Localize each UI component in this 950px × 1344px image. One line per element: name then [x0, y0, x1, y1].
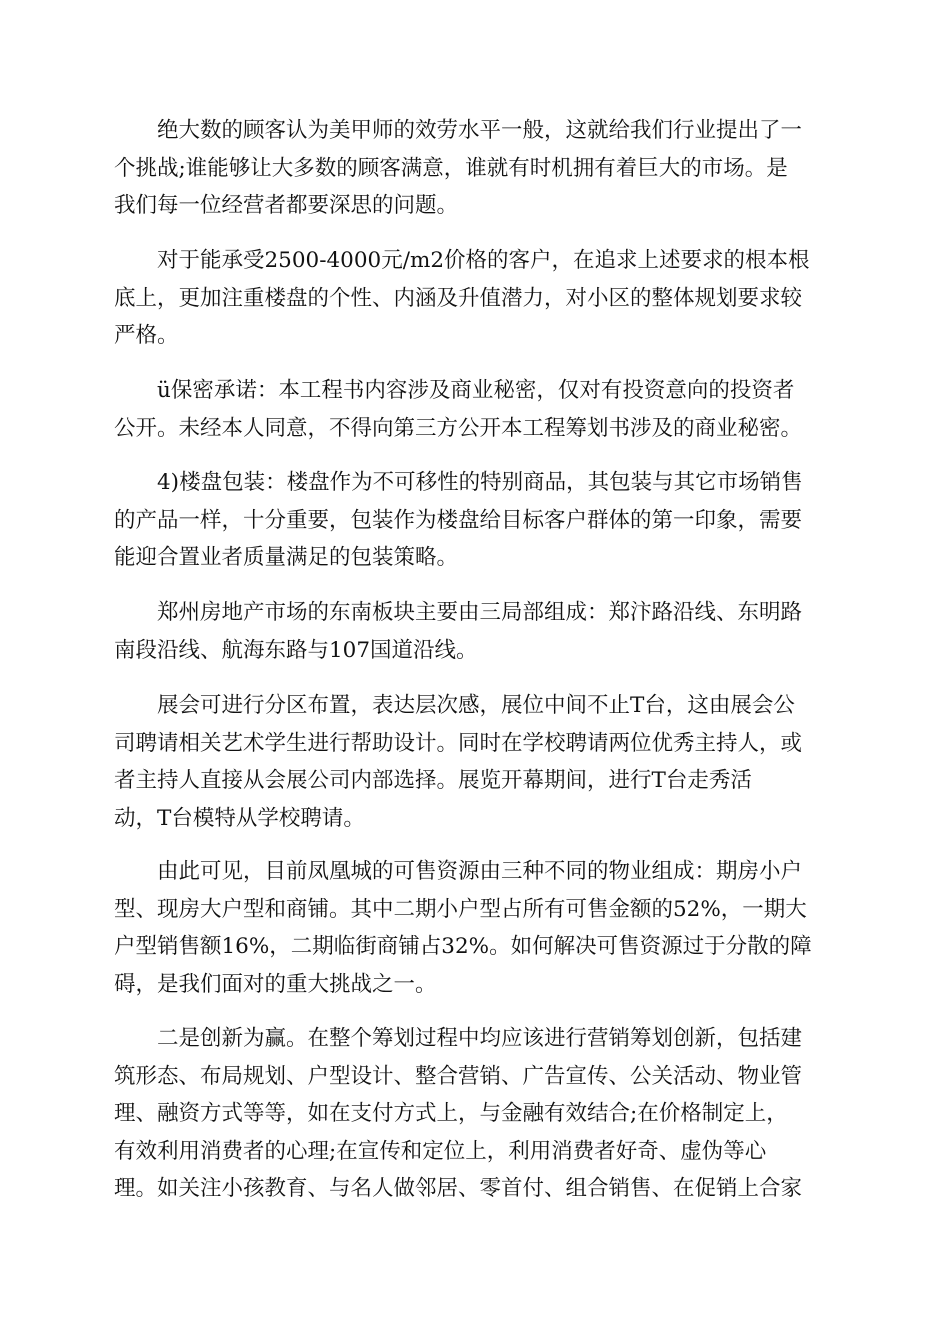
text-line: 型、现房大户型和商铺。其中二期小户型占所有可售金额的52%，一期大	[114, 896, 807, 922]
text-line: ü保密承诺：本工程书内容涉及商业秘密，仅对有投资意向的投资者	[114, 378, 795, 403]
text-line: 筑形态、布局规划、户型设计、整合营销、广告宣传、公关活动、物业管	[114, 1063, 803, 1089]
paragraph-manicure-service	[114, 112, 834, 225]
paragraph-saleable-resources	[114, 853, 834, 1003]
paragraph-confidentiality	[114, 372, 834, 447]
paragraph-zhengzhou-market	[114, 594, 834, 669]
text-line: 郑州房地产市场的东南板块主要由三局部组成：郑汴路沿线、东明路	[114, 600, 803, 625]
text-line: 的产品一样，十分重要，包装作为楼盘给目标客户群体的第一印象，需要	[114, 507, 803, 533]
text-line: 公开。未经本人同意，不得向第三方公开本工程筹划书涉及的商业秘密。	[114, 415, 803, 441]
text-line: 个挑战;谁能够让大多数的顾客满意，谁就有时机拥有着巨大的市场。是	[114, 155, 788, 181]
text-line: 碍，是我们面对的重大挑战之一。	[114, 971, 437, 997]
text-line: 对于能承受2500-4000元/m2价格的客户，在追求上述要求的根本根	[114, 248, 810, 273]
text-line: 户型销售额16%，二期临街商铺占32%。如何解决可售资源过于分散的障	[114, 934, 812, 960]
text-line: 底上，更加注重楼盘的个性、内涵及升值潜力，对小区的整体规划要求较	[114, 285, 803, 311]
text-line: 理、融资方式等等，如在支付方式上，与金融有效结合;在价格制定上，	[114, 1101, 788, 1127]
text-line: 二是创新为赢。在整个筹划过程中均应该进行营销筹划创新，包括建	[114, 1026, 803, 1051]
paragraph-price-customers	[114, 242, 834, 355]
text-line: 展会可进行分区布置，表达层次感，展位中间不止T台，这由展会公	[114, 693, 795, 718]
text-line: 严格。	[114, 323, 179, 349]
text-line: 有效利用消费者的心理;在宣传和定位上，利用消费者好奇、虚伪等心	[114, 1138, 767, 1164]
text-line: 绝大数的顾客认为美甲师的效劳水平一般，这就给我们行业提出了一	[114, 118, 803, 143]
paragraph-property-packaging	[114, 464, 834, 577]
text-line: 理。如关注小孩教育、与名人做邻居、零首付、组合销售、在促销上合家	[114, 1176, 803, 1202]
text-line: 司聘请相关艺术学生进行帮助设计。同时在学校聘请两位优秀主持人，或	[114, 730, 803, 756]
paragraph-innovation	[114, 1020, 834, 1208]
text-line: 南段沿线、航海东路与107国道沿线。	[114, 637, 478, 663]
text-line: 者主持人直接从会展公司内部选择。展览开幕期间，进行T台走秀活	[114, 768, 752, 794]
text-line: 4)楼盘包装：楼盘作为不可移性的特别商品，其包装与其它市场销售	[114, 470, 803, 495]
text-line: 动，T台模特从学校聘请。	[114, 805, 365, 831]
text-line: 由此可见，目前凤凰城的可售资源由三种不同的物业组成：期房小户	[114, 859, 803, 884]
text-line: 能迎合置业者质量满足的包装策略。	[114, 545, 459, 571]
paragraph-exhibition-layout	[114, 687, 834, 837]
text-line: 我们每一位经营者都要深思的问题。	[114, 193, 459, 219]
